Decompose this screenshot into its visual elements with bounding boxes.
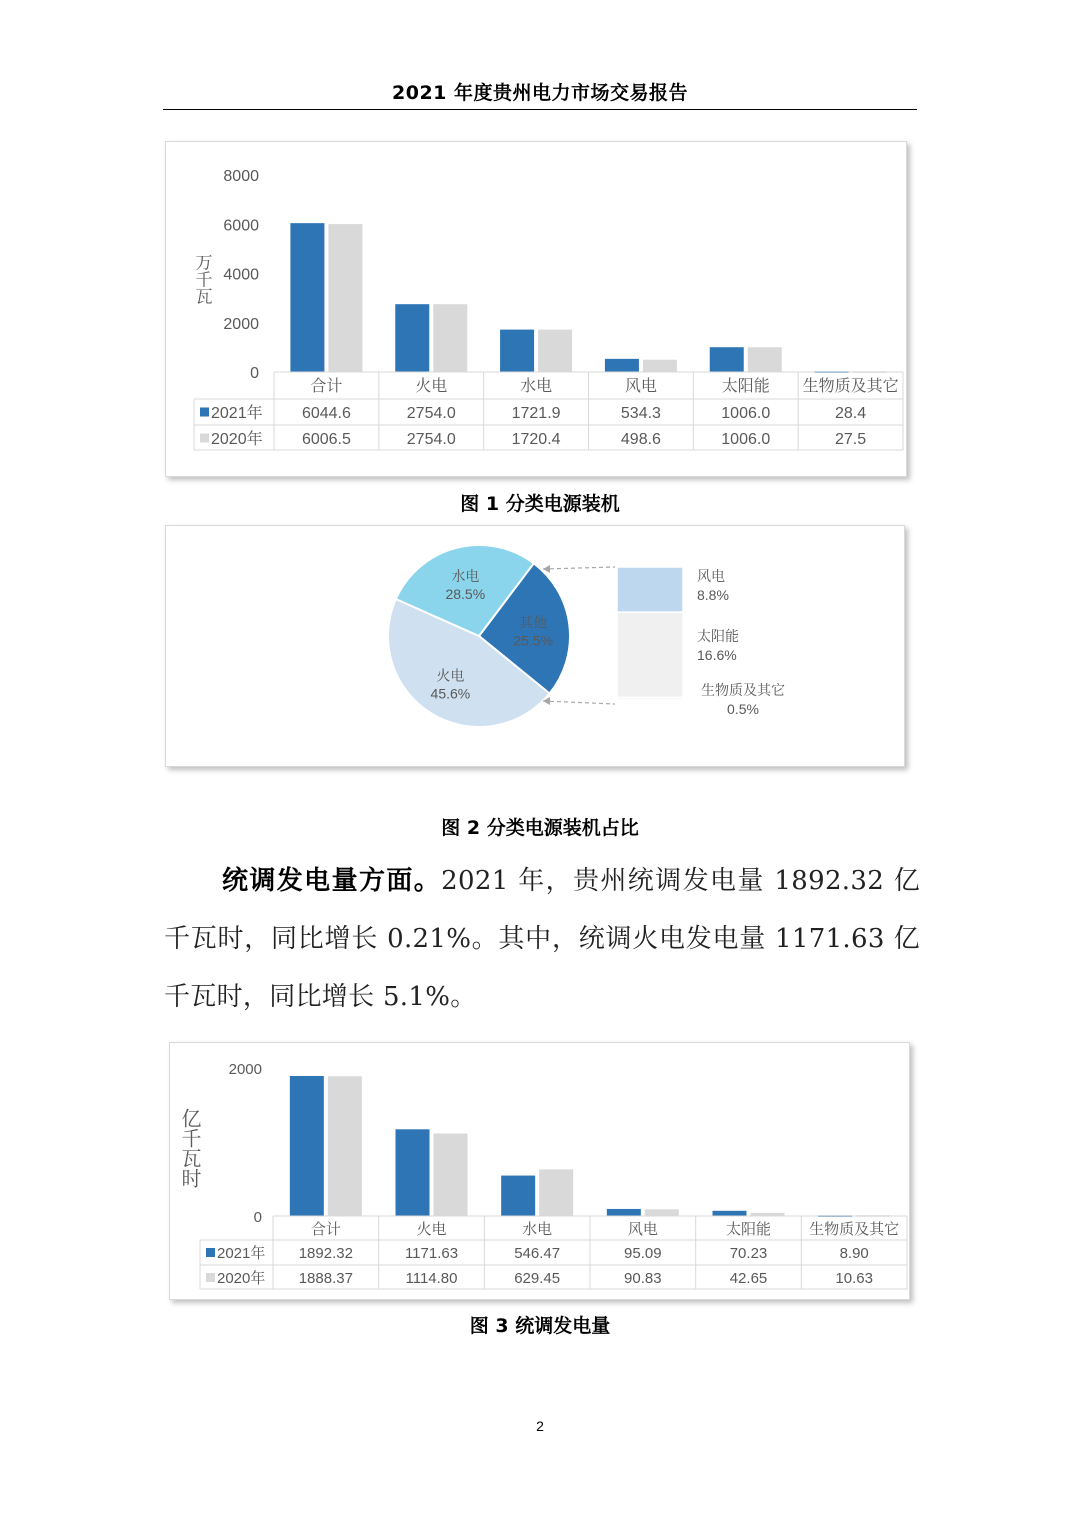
data-value-label: 498.6 (620, 431, 661, 448)
bar-2021 (605, 359, 639, 372)
figure-1-chart-panel (165, 141, 907, 477)
bar-2020 (539, 1169, 573, 1216)
installed-capacity-share-pie-chart (166, 526, 904, 766)
series-name: 2021年 (211, 405, 263, 422)
data-value-label: 8.90 (839, 1245, 869, 1262)
data-value-label: 1892.32 (298, 1245, 353, 1262)
data-value-label: 10.63 (835, 1270, 873, 1287)
data-value-label: 1171.63 (404, 1245, 459, 1262)
pie-slice-label: 火电 (436, 667, 465, 684)
data-value-label: 95.09 (624, 1245, 662, 1262)
pie-slice-percent: 45.6% (430, 685, 471, 702)
bar-2021 (290, 1076, 324, 1216)
series-name: 2021年 (217, 1245, 266, 1262)
generation-paragraph (164, 852, 920, 1026)
y-tick-label: 4000 (223, 266, 259, 284)
pie-slice-label: 其他 (519, 614, 548, 631)
data-value-label: 90.83 (624, 1270, 662, 1287)
category-label: 风电 (624, 378, 657, 395)
bar-2021 (713, 1211, 747, 1216)
bar-2021 (396, 1129, 430, 1216)
data-value-label: 27.5 (835, 431, 867, 448)
figure-3-chart-panel (169, 1042, 910, 1300)
category-label: 太阳能 (721, 378, 770, 395)
bar-2021 (607, 1209, 641, 1216)
breakdown-segment (617, 612, 683, 697)
data-value-label: 534.3 (620, 405, 661, 422)
data-value-label: 1006.0 (721, 431, 771, 448)
category-label: 火电 (415, 378, 448, 395)
breakdown-percent: 0.5% (727, 701, 759, 717)
y-axis-title: 万千瓦 (192, 253, 212, 305)
paragraph-text: 2021 年，贵州统调发电量 1892.32 亿千瓦时，同比增长 0.21%。其中，统调火电发电量 1171.63 亿千瓦时，同比增长 5.1%。 (164, 866, 920, 1012)
category-label: 火电 (416, 1221, 447, 1238)
data-value-label: 6006.5 (301, 431, 351, 448)
data-table (194, 372, 903, 450)
bar-2020 (328, 224, 362, 372)
figure-3-caption: 图 3 统调发电量 (469, 1315, 611, 1337)
y-tick-label: 6000 (223, 217, 259, 235)
bar-2020 (434, 1134, 468, 1216)
category-label: 生物质及其它 (809, 1221, 900, 1238)
breakdown-label: 生物质及其它 (701, 682, 785, 698)
page-header-title: 2021 年度贵州电力市场交易报告 (392, 82, 688, 104)
breakdown-segment (617, 697, 683, 700)
breakdown-percent: 16.6% (697, 647, 737, 663)
header-rule (163, 109, 917, 110)
data-value-label: 42.65 (729, 1270, 768, 1287)
breakdown-segment (617, 567, 683, 612)
data-value-label: 70.23 (729, 1245, 768, 1262)
data-table (200, 1216, 907, 1289)
data-value-label: 1006.0 (721, 405, 771, 422)
data-value-label: 28.4 (835, 405, 867, 422)
y-tick-label: 0 (253, 1209, 262, 1226)
series-name: 2020年 (211, 431, 263, 448)
data-value-label: 1114.80 (405, 1270, 458, 1287)
category-label: 风电 (627, 1221, 658, 1238)
data-value-label: 2754.0 (406, 431, 456, 448)
bar-2020 (748, 347, 782, 372)
figure-1-caption: 图 1 分类电源装机 (460, 493, 620, 515)
breakdown-label: 风电 (697, 568, 725, 584)
category-label: 合计 (310, 378, 343, 395)
y-tick-label: 8000 (223, 168, 259, 185)
legend-key-2021 (206, 1248, 215, 1257)
bar-2020 (643, 360, 677, 372)
data-value-label: 1721.9 (511, 405, 561, 422)
category-label: 太阳能 (725, 1221, 772, 1238)
bar-2020 (538, 330, 572, 372)
data-value-label: 546.47 (514, 1245, 561, 1262)
connector-line (543, 567, 615, 569)
paragraph-lead: 统调发电量方面。 (222, 866, 442, 896)
bar-2021 (710, 347, 744, 372)
installed-capacity-bar-chart (166, 142, 906, 476)
category-label: 水电 (522, 1221, 553, 1238)
bar-2021 (500, 330, 534, 372)
figure-2-chart-panel (165, 525, 905, 767)
legend-key-2020 (200, 434, 209, 443)
bar-2021 (395, 304, 429, 372)
bar-2020 (328, 1076, 362, 1216)
breakdown-label: 太阳能 (697, 628, 739, 644)
y-axis-title: 亿千瓦时 (178, 1108, 200, 1188)
dispatched-generation-bar-chart (170, 1043, 909, 1299)
data-value-label: 1720.4 (511, 431, 561, 448)
connector-line (543, 701, 615, 704)
data-value-label: 2754.0 (406, 405, 456, 422)
data-value-label: 629.45 (514, 1270, 561, 1287)
bar-2020 (433, 304, 467, 372)
bar-2021 (501, 1176, 535, 1216)
breakdown-percent: 8.8% (697, 587, 729, 603)
data-value-label: 6044.6 (301, 405, 351, 422)
pie-slice-label: 水电 (451, 568, 480, 585)
category-label: 水电 (520, 378, 553, 395)
series-name: 2020年 (217, 1270, 266, 1287)
legend-key-2021 (200, 408, 209, 417)
y-tick-label: 0 (250, 365, 259, 382)
y-tick-label: 2000 (223, 315, 259, 333)
pie-slice-percent: 25.5% (513, 632, 554, 649)
bar-2021 (290, 223, 324, 372)
data-value-label: 1888.37 (298, 1270, 353, 1287)
figure-2-caption: 图 2 分类电源装机占比 (441, 817, 639, 839)
page-number: 2 (536, 1418, 544, 1434)
category-label: 合计 (310, 1221, 341, 1238)
bar-2020 (645, 1209, 679, 1216)
legend-key-2020 (206, 1273, 215, 1282)
category-label: 生物质及其它 (802, 378, 899, 395)
pie-slice-percent: 28.5% (445, 586, 486, 603)
y-tick-label: 2000 (228, 1061, 262, 1078)
